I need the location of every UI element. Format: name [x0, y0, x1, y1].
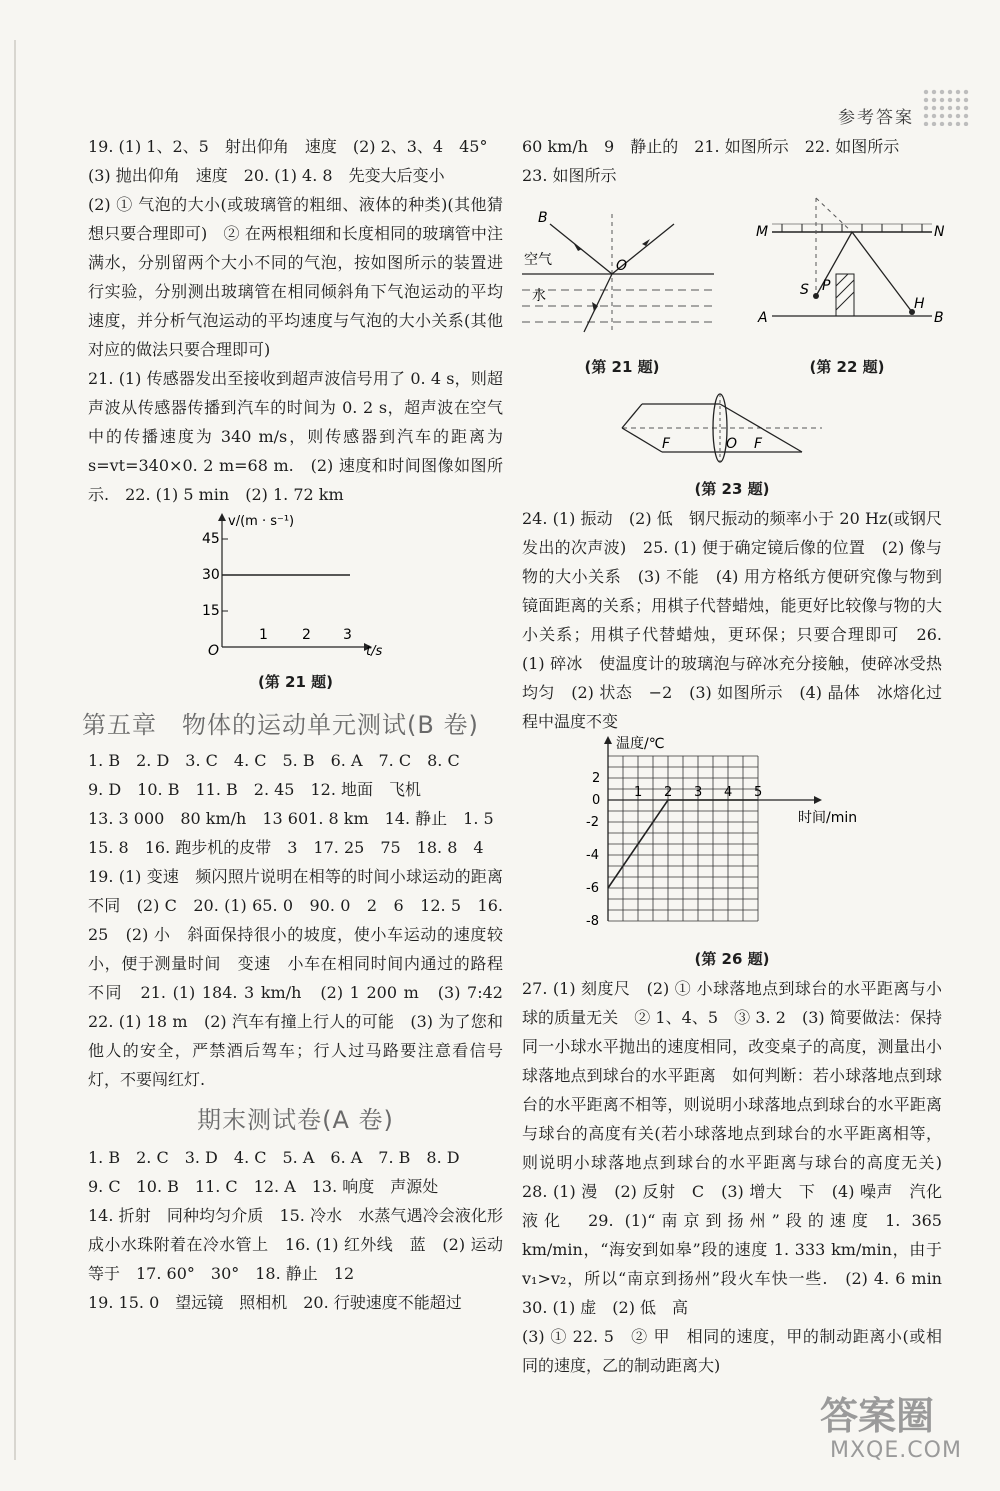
- answer-text: (3) 抛出仰角 速度 20. (1) 4. 8 先变大后变小: [88, 166, 445, 185]
- velocity-time-graph: [88, 509, 503, 659]
- answer-text: 23. 如图所示: [522, 166, 617, 185]
- header-label: 参考答案: [838, 108, 914, 128]
- grid: [608, 756, 758, 921]
- answer-text: 24. (1) 振动 (2) 低 钢尺振动的频率小于 20 Hz(或钢尺发出的次声波) 25. (1) 便于确定镜后像的位置 (2) 像与物的大小关系 (3) 不能 (4) 用方格纸方便研究像与物到镜面距离的关系；用棋子代替蜡烛，能更好比较像与物的大小关系；用棋子代替蜡烛，更环保；只要合理即可 26. (1) 碎冰 使温度计的玻璃泡与碎冰充分接触，使碎冰受热均匀 (2) 状态 −2 (3) 如图所示 (4) 晶体 冰熔化过程中温度不变: [522, 509, 942, 731]
- answer-text: 19. (1) 1、2、5 射出仰角 速度 (2) 2、3、4 45°: [88, 137, 488, 156]
- label-a: A: [758, 310, 768, 326]
- left-column: [82, 132, 520, 1317]
- ray: [622, 428, 662, 452]
- x-tick-label: 1: [634, 785, 643, 800]
- header-dots-decoration: [922, 88, 970, 126]
- y-tick-label: 45: [202, 531, 220, 547]
- right-column: [522, 132, 959, 1380]
- y-tick-label: 2: [592, 771, 601, 786]
- point-s: [813, 293, 819, 299]
- label-n: N: [934, 224, 945, 240]
- figures-row: [522, 194, 945, 382]
- watermark-site: MXQE.COM: [830, 1438, 962, 1463]
- figure-22: [752, 194, 945, 382]
- refraction-diagram: [522, 194, 722, 344]
- answer-text: 15. 8 16. 跑步机的皮带 3 17. 25 75 18. 8 4: [88, 838, 484, 857]
- label-b: B: [538, 210, 548, 226]
- answer-text: (2) ① 气泡的大小(或玻璃管的粗细、液体的种类)(其他猜想只要合理即可) ② 在两根粗细和长度相同的玻璃管中注满水，分别留两个大小不同的气泡，按如图所示的装置进行实验，分别测出玻璃管在相同倾斜角下气泡运动的平均速度，并分析气泡运动的平均速度与气泡的大小关系(其他对应的做法只要合理即可): [88, 195, 503, 359]
- x-tick-label: 1: [259, 627, 268, 643]
- label-water: 水: [532, 288, 546, 304]
- figure-23: [522, 386, 942, 504]
- reflected-ray: [852, 232, 912, 312]
- refracted-ray: [584, 274, 612, 332]
- y-tick-label: -4: [586, 848, 599, 863]
- label-air: 空气: [524, 252, 552, 268]
- y-axis-arrow: [218, 513, 226, 521]
- x-axis-label: t/s: [366, 644, 383, 659]
- y-tick-label: 15: [202, 603, 220, 619]
- answer-text: 1. B 2. D 3. C 4. C 5. B 6. A 7. C 8. C: [88, 751, 460, 770]
- label-o: O: [726, 436, 738, 452]
- y-tick-label: 0: [592, 793, 601, 808]
- label-o: O: [616, 258, 628, 274]
- answer-text: 19. (1) 变速 频闪照片说明在相等的时间小球运动的距离不同 (2) C 20. (1) 65. 0 90. 0 2 6 12. 5 16. 25 (2) 小 斜面保持很小的坡度，使小车运动的速度较小，便于测量时间 变速 小车在相同时间内通过的路程不同 21. (1) 184. 3 km/h (2) 1 200 m (3) 7:42 22. (1) 18 m (2) 汽车有撞上行人的可能 (3) 为了您和他人的安全，严禁酒后驾车；行人过马路要注意看信号灯，不要闯红灯.: [88, 867, 520, 1089]
- x-tick-label: 4: [724, 785, 733, 800]
- figure-caption: (第 23 题): [694, 480, 770, 498]
- answer-text: 14. 折射 同种均匀介质 15. 冷水 水蒸气遇冷会液化形成小水珠附着在冷水管上 16. (1) 红外线 蓝 (2) 运动 等于 17. 60° 30° 18. 静止 12: [88, 1206, 520, 1283]
- y-tick-label: -8: [586, 914, 599, 929]
- x-tick-label: 2: [664, 785, 673, 800]
- y-tick-label: -6: [586, 881, 599, 896]
- y-axis-arrow: [604, 736, 612, 744]
- origin-label: O: [208, 643, 220, 659]
- arrow-icon: [574, 244, 582, 251]
- answer-text: (3) ① 22. 5 ② 甲 相同的速度，甲的制动距离小(或相同的速度，乙的制动距离大): [522, 1327, 942, 1375]
- page-edge: [14, 40, 16, 1460]
- x-axis-label: 时间/min: [798, 810, 858, 826]
- x-tick-label: 5: [754, 785, 763, 800]
- figure-26: [522, 736, 942, 945]
- lens-diagram: [522, 386, 942, 466]
- label-b: B: [934, 310, 944, 326]
- figure-caption: (第 26 题): [694, 950, 770, 968]
- answer-text: 9. C 10. B 11. C 12. A 13. 响度 声源处: [88, 1177, 439, 1196]
- answer-text: 13. 3 000 80 km/h 13 601. 8 km 14. 静止 1. 5: [88, 809, 494, 828]
- label-p: P: [822, 278, 831, 294]
- mirror-diagram: [752, 194, 945, 344]
- ray: [622, 404, 642, 428]
- x-tick-label: 3: [694, 785, 703, 800]
- answer-text: 60 km/h 9 静止的 21. 如图所示 22. 如图所示: [522, 137, 900, 156]
- y-tick-label: 30: [202, 567, 220, 583]
- answer-text: 27. (1) 刻度尺 (2) ① 小球落地点到球台的水平距离与小球的质量无关 ② 1、4、5 ③ 3. 2 (3) 简要做法：保持同一小球水平抛出的速度相同，改变桌子的高度，测量出小球落地点到球台的水平距离 如何判断：若小球落地点到球台的水平距离不相等，则说明小球落地点到球台的水平距离与球台的高度有关(若小球落地点到球台的水平距离相等，则说明小球落地点到球台的水平距离与球台的高度无关) 28. (1) 漫 (2) 反射 C (3) 增大 下 (4) 噪声 汽化 液化 29. (1)“南京到扬州”段的速度 1. 365 km/min，“海安到如皋”段的速度 1. 333 km/min，由于 v₁>v₂，所以“南京到扬州”段火车快一些. (2) 4. 6 min 30. (1) 虚 (2) 低 高: [522, 979, 959, 1317]
- figure-caption: (第 22 题): [809, 358, 885, 376]
- y-tick-label: -2: [586, 815, 599, 830]
- temperature-time-graph: [580, 736, 880, 936]
- figure-caption: (第 21 题): [584, 358, 660, 376]
- section-heading: 第五章 物体的运动单元测试(B 卷): [82, 711, 479, 739]
- answer-text: 19. 15. 0 望远镜 照相机 20. 行驶速度不能超过: [88, 1293, 462, 1312]
- y-axis-label: v/(m · s⁻¹): [228, 514, 295, 529]
- label-f: F: [754, 436, 763, 452]
- x-tick-label: 3: [343, 627, 352, 643]
- answer-text: 1. B 2. C 3. D 4. C 5. A 6. A 7. B 8. D: [88, 1148, 460, 1167]
- answer-text: 9. D 10. B 11. B 2. 45 12. 地面 飞机: [88, 780, 422, 799]
- section-heading: 期末测试卷(A 卷): [197, 1106, 394, 1134]
- label-h: H: [914, 296, 925, 312]
- x-axis-arrow: [814, 796, 822, 804]
- answer-text: 21. (1) 传感器发出至接收到超声波信号用了 0. 4 s，则超声波从传感器传播到汽车的时间为 0. 2 s，超声波在空气中的传播速度为 340 m/s，则传感器到汽车的距离为 s=vt=340×0. 2 m=68 m. (2) 速度和时间图像如图所示. 22. (1) 5 min (2) 1. 72 km: [88, 369, 503, 504]
- y-axis-label: 温度/℃: [616, 736, 665, 752]
- watermark-logo: 答案圈: [820, 1394, 935, 1438]
- obstacle-hatch: [836, 274, 848, 286]
- label-m: M: [756, 224, 769, 240]
- virtual-ray: [816, 198, 852, 232]
- x-tick-label: 2: [302, 627, 311, 643]
- figure-caption: (第 21 题): [257, 673, 334, 691]
- label-s: S: [800, 282, 809, 298]
- figure-21: [522, 194, 722, 382]
- label-f: F: [662, 436, 671, 452]
